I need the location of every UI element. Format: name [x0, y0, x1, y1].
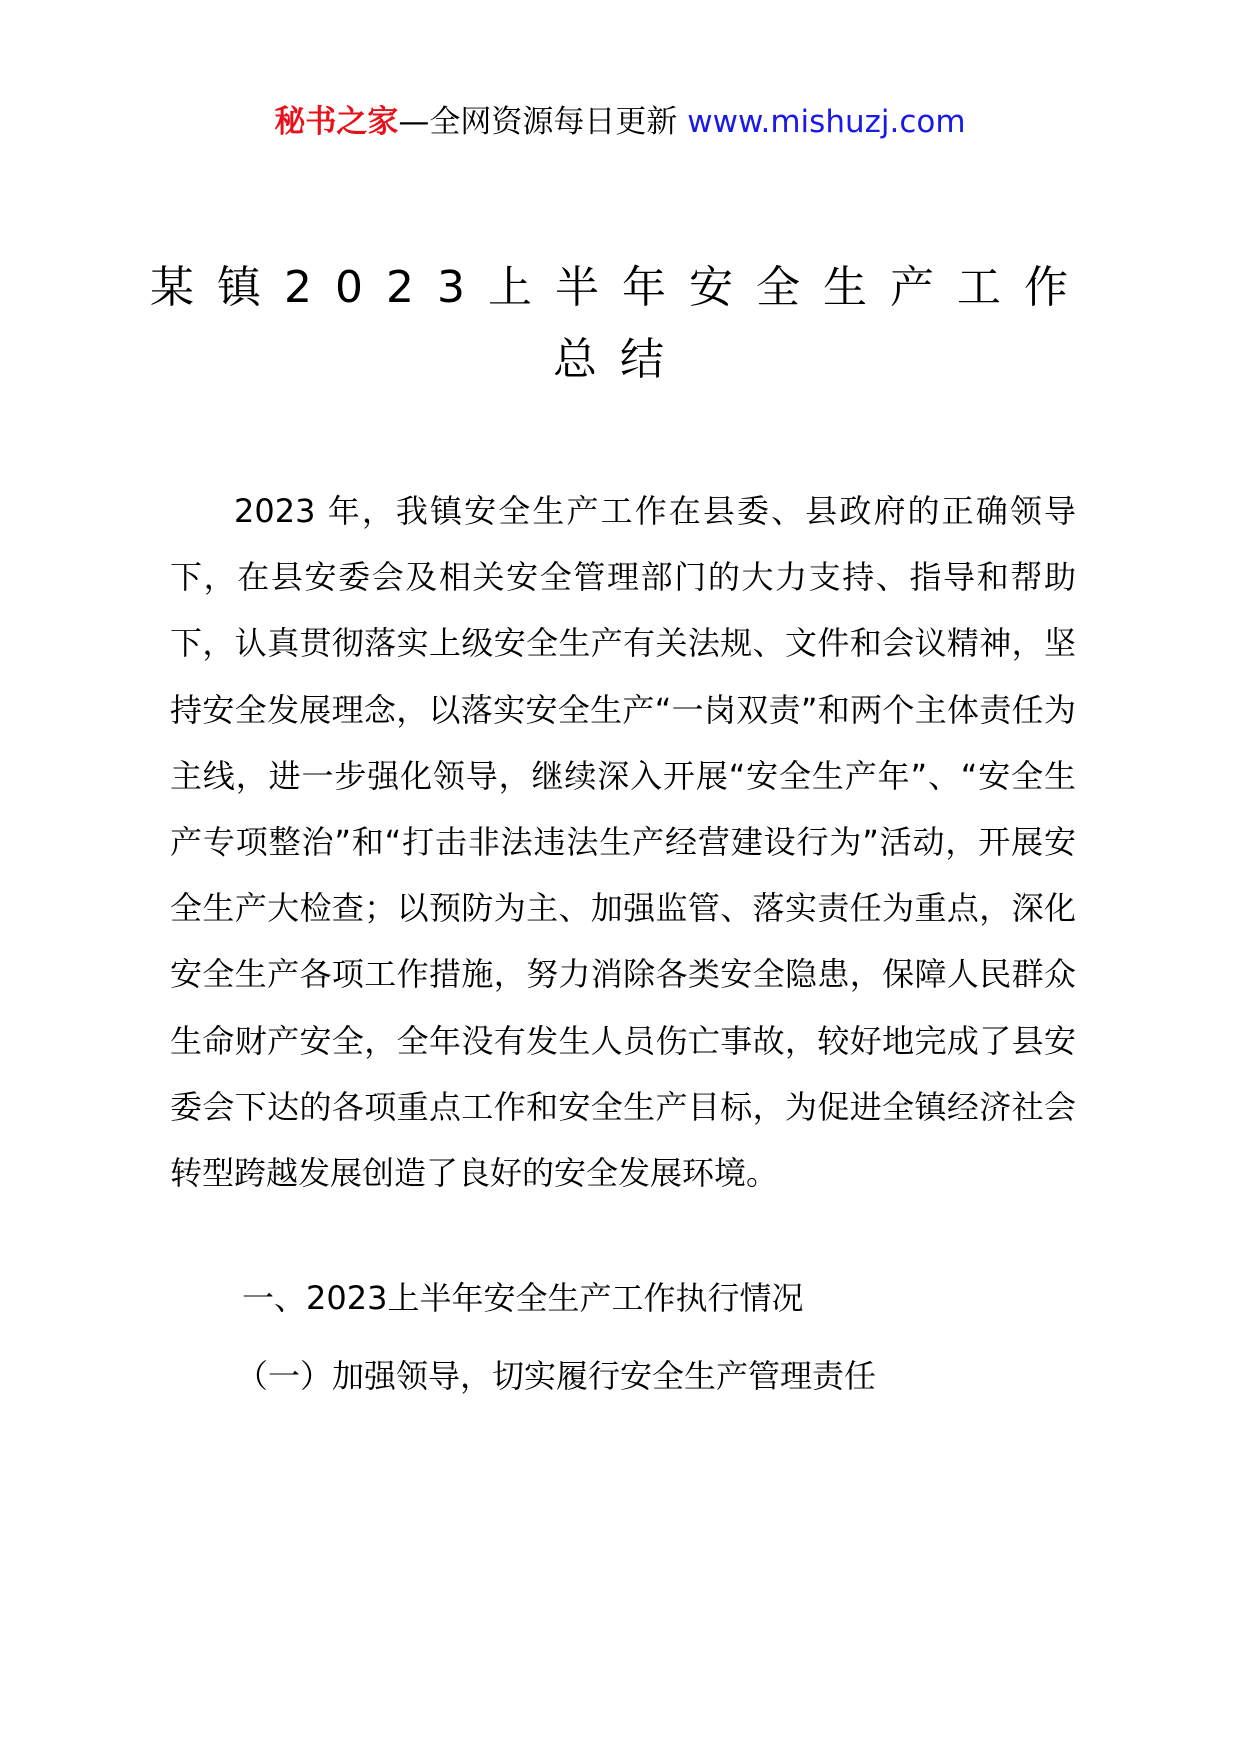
site-header	[0, 100, 1240, 144]
document-title	[150, 252, 1090, 396]
brand-name: 秘书之家	[274, 104, 399, 140]
document-body	[170, 478, 1076, 1206]
section-heading-1: 一、2023上半年安全生产工作执行情况	[242, 1279, 804, 1317]
header-slogan: —全网资源每日更新	[398, 104, 688, 140]
title-line-2: 总结	[553, 334, 687, 385]
site-url-link[interactable]: www.mishuzj.com	[687, 104, 966, 140]
title-line-1: 某镇2023上半年安全生产工作	[150, 262, 1091, 313]
subsection-heading-1: （一）加强领导，切实履行安全生产管理责任	[236, 1357, 877, 1395]
intro-paragraph: 2023 年，我镇安全生产工作在县委、县政府的正确领导下，在县安委会及相关安全管理部门的大力支持、指导和帮助下，认真贯彻落实上级安全生产有关法规、文件和会议精神，坚持安全发展理念，以落实安全生产“一岗双责”和两个主体责任为主线，进一步强化领导，继续深入开展“安全生产年”、“安全生产专项整治”和“打击非法违法生产经营建设行为”活动，开展安全生产大检查；以预防为主、加强监管、落实责任为重点，深化安全生产各项工作措施，努力消除各类安全隐患，保障人民群众生命财产安全，全年没有发生人员伤亡事故，较好地完成了县安委会下达的各项重点工作和安全生产目标，为促进全镇经济社会转型跨越发展创造了良好的安全发展环境。	[170, 492, 1076, 1193]
